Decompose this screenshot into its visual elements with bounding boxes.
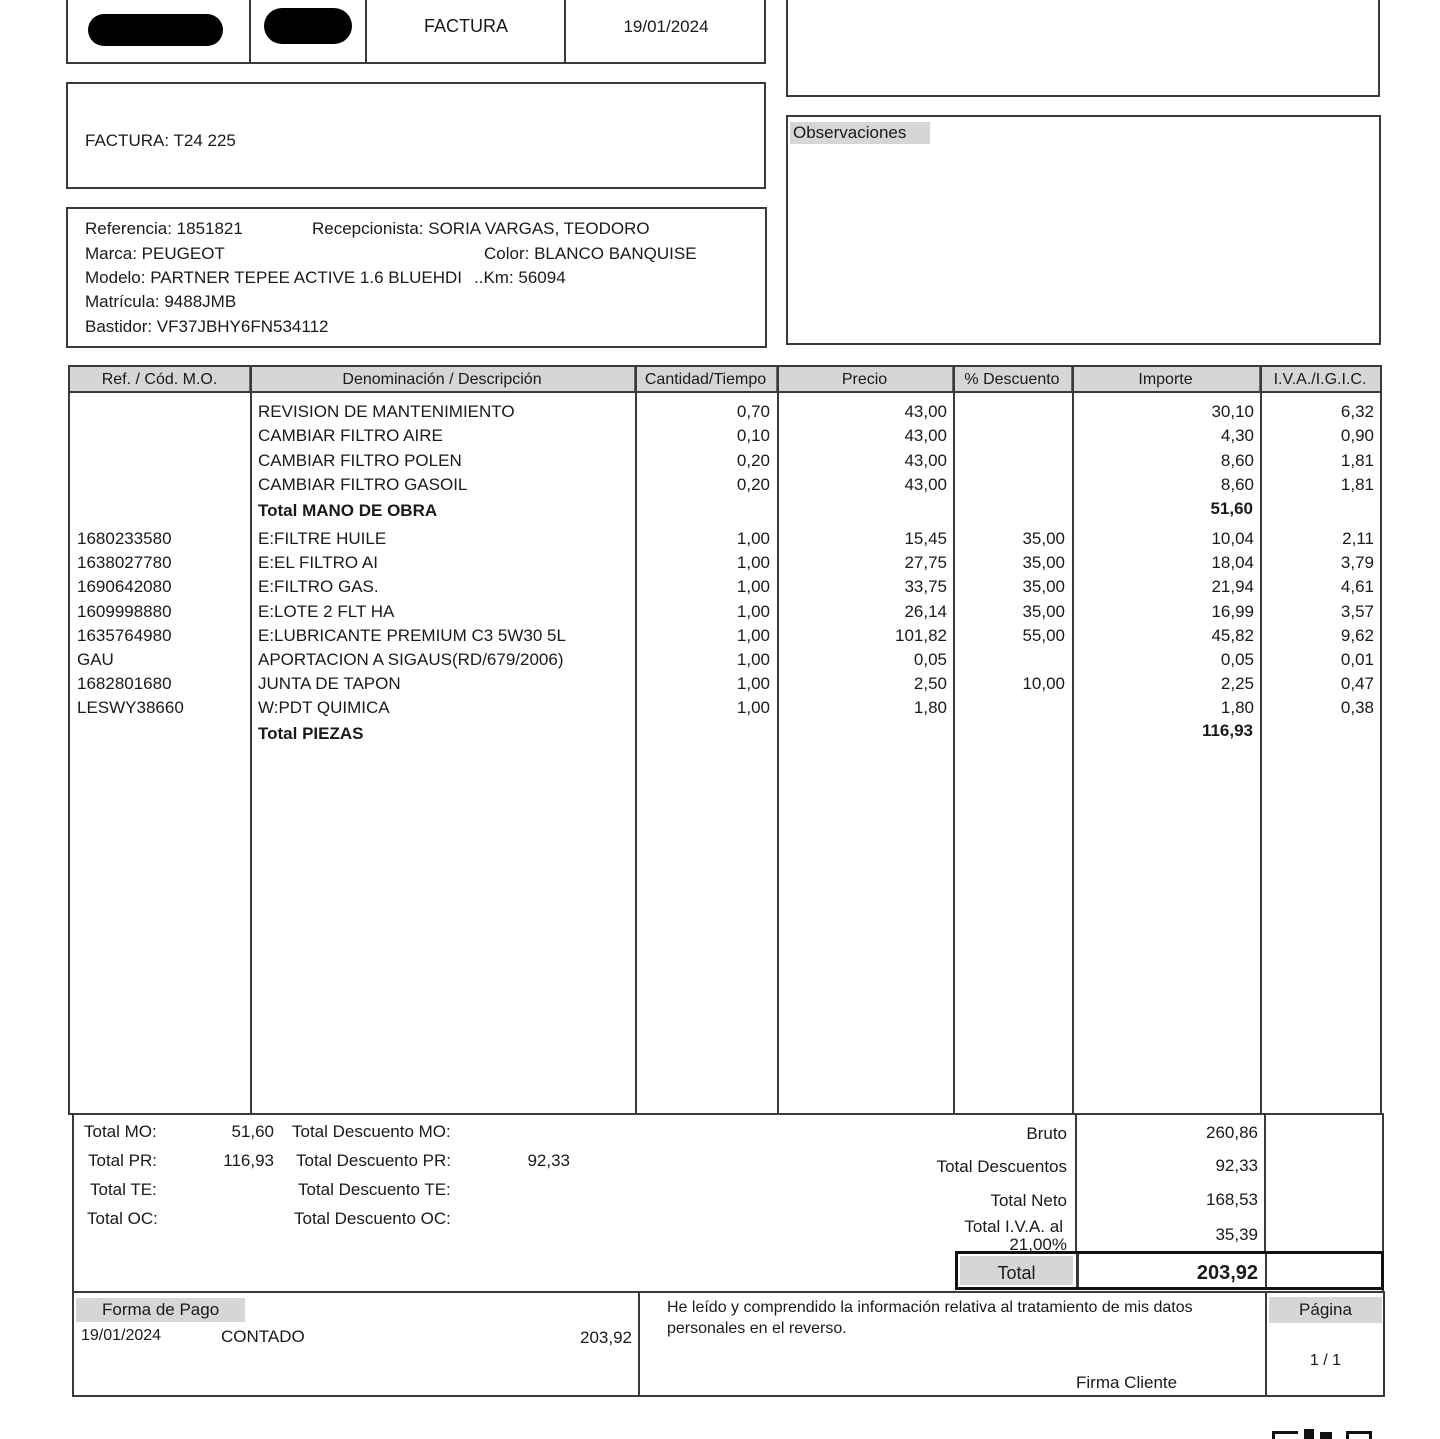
cell-ref: 1635764980	[77, 625, 172, 645]
table-row	[0, 451, 1440, 475]
total-neto-label: Total Neto	[990, 1191, 1067, 1210]
cell-qty: 1,00	[736, 650, 770, 669]
invoice-number: FACTURA: T24 225	[85, 131, 236, 150]
col-header-disc: % Descuento	[953, 367, 1072, 391]
cell-vat: 6,32	[1340, 402, 1374, 421]
cell-ref: GAU	[77, 650, 114, 669]
cell-price: 15,45	[904, 529, 947, 548]
cell-ref: 1609998880	[77, 601, 172, 621]
cell-price: 33,75	[904, 577, 947, 597]
total-te-label: Total TE:	[90, 1180, 157, 1199]
total-iva-label-1: Total I.V.A. al	[964, 1217, 1063, 1236]
total-descuentos-label: Total Descuentos	[936, 1157, 1067, 1176]
cell-desc: E:LUBRICANTE PREMIUM C3 5W30 5L	[258, 625, 566, 645]
table-row	[0, 674, 1440, 698]
cell-desc: CAMBIAR FILTRO AIRE	[258, 426, 443, 446]
vehicle-modelo: Modelo: PARTNER TEPEE ACTIVE 1.6 BLUEHDI	[85, 268, 462, 287]
parts-total-amount: 116,93	[1201, 721, 1253, 740]
bruto-value: 260,86	[1206, 1123, 1258, 1142]
cell-vat: 1,81	[1340, 450, 1374, 470]
col-header-desc: Denominación / Descripción	[250, 367, 635, 391]
redacted-field	[264, 8, 352, 44]
cell-price: 43,00	[904, 474, 947, 494]
total-desc-oc-label: Total Descuento OC:	[294, 1209, 451, 1228]
cell-vat: 9,62	[1340, 625, 1374, 645]
cell-vat: 1,81	[1340, 474, 1374, 494]
cell-desc: E:LOTE 2 FLT HA	[258, 601, 395, 621]
payment-method: CONTADO	[221, 1327, 305, 1346]
cell-disc: 35,00	[1022, 529, 1065, 548]
observations-label: Observaciones	[790, 122, 930, 144]
cell-desc: JUNTA DE TAPON	[258, 674, 401, 694]
cell-vat: 0,90	[1340, 426, 1374, 446]
cell-amount: 0,05	[1220, 650, 1254, 669]
table-row	[0, 475, 1440, 499]
cell-qty: 1,00	[736, 601, 770, 621]
cell-vat: 3,79	[1340, 553, 1374, 573]
table-row	[0, 698, 1440, 722]
cell-qty: 1,00	[736, 529, 770, 548]
payment-amount: 203,92	[580, 1328, 632, 1347]
col-header-qty: Cantidad/Tiempo	[635, 367, 777, 391]
cell-amount: 8,60	[1220, 450, 1254, 470]
cell-vat: 0,01	[1340, 650, 1374, 669]
cell-qty: 0,70	[736, 402, 770, 421]
total-descuentos-value: 92,33	[1215, 1156, 1258, 1175]
col-header-amount: Importe	[1072, 367, 1260, 391]
vehicle-matricula: Matrícula: 9488JMB	[85, 292, 237, 311]
cell-desc: E:EL FILTRO AI	[258, 553, 378, 573]
cell-ref: 1638027780	[77, 553, 172, 573]
cell-price: 27,75	[904, 553, 947, 573]
cell-disc: 35,00	[1022, 553, 1065, 573]
cell-amount: 8,60	[1220, 474, 1254, 494]
cell-vat: 2,11	[1342, 529, 1374, 548]
cell-ref: 1690642080	[77, 577, 172, 597]
cell-desc: APORTACION A SIGAUS(RD/679/2006)	[258, 650, 564, 669]
cell-amount: 1,80	[1220, 698, 1254, 718]
cell-vat: 4,61	[1340, 577, 1374, 597]
cell-qty: 1,00	[736, 577, 770, 597]
col-header-ref: Ref. / Cód. M.O.	[70, 367, 250, 391]
total-desc-te-label: Total Descuento TE:	[298, 1180, 451, 1199]
cell-vat: 3,57	[1340, 601, 1374, 621]
total-pr-label: Total PR:	[88, 1151, 157, 1170]
header-date: 19/01/2024	[623, 17, 709, 36]
labor-total-label: Total MANO DE OBRA	[258, 501, 438, 520]
signature-label: Firma Cliente	[1076, 1373, 1178, 1392]
cell-price: 101,82	[895, 625, 947, 645]
table-row	[0, 626, 1440, 650]
total-desc-pr-label: Total Descuento PR:	[296, 1151, 451, 1170]
cell-desc: E:FILTRO GAS.	[258, 577, 379, 597]
qr-code-icon	[1272, 1429, 1376, 1439]
cell-disc: 55,00	[1022, 625, 1065, 645]
cell-ref: LESWY38660	[77, 698, 184, 718]
redacted-field	[88, 14, 223, 46]
cell-desc: CAMBIAR FILTRO POLEN	[258, 450, 462, 470]
table-row	[0, 650, 1440, 674]
cell-qty: 0,20	[736, 450, 770, 470]
total-desc-mo-label: Total Descuento MO:	[292, 1122, 451, 1141]
table-row	[0, 553, 1440, 577]
cell-ref: 1682801680	[77, 674, 172, 694]
total-neto-value: 168,53	[1206, 1190, 1258, 1209]
parts-total-label: Total PIEZAS	[258, 724, 364, 743]
table-row	[0, 426, 1440, 450]
privacy-line-1: He leído y comprendido la información relativa al tratamiento de mis datos	[667, 1299, 1193, 1316]
payment-label: Forma de Pago	[76, 1298, 245, 1322]
cell-qty: 1,00	[736, 698, 770, 718]
cell-disc: 35,00	[1022, 577, 1065, 597]
vehicle-marca: Marca: PEUGEOT	[85, 244, 225, 263]
cell-price: 43,00	[904, 450, 947, 470]
cell-desc: E:FILTRE HUILE	[258, 529, 387, 548]
cell-amount: 4,30	[1220, 426, 1254, 446]
cell-amount: 21,94	[1211, 577, 1254, 597]
cell-qty: 1,00	[736, 625, 770, 645]
table-row	[0, 602, 1440, 626]
vehicle-referencia: Referencia: 1851821	[85, 219, 243, 238]
grand-total-label: Total	[960, 1256, 1073, 1285]
cell-qty: 0,20	[736, 474, 770, 494]
bruto-label: Bruto	[1026, 1124, 1067, 1143]
table-row	[0, 402, 1440, 426]
cell-vat: 0,47	[1340, 674, 1374, 694]
cell-desc: REVISION DE MANTENIMIENTO	[258, 402, 515, 421]
grand-total-value: 203,92	[1196, 1262, 1258, 1284]
total-iva-label-2: 21,00%	[1009, 1235, 1067, 1254]
privacy-line-2: personales en el reverso.	[667, 1320, 847, 1337]
total-mo-value: 51,60	[231, 1122, 274, 1141]
cell-qty: 0,10	[736, 426, 770, 446]
col-header-vat: I.V.A./I.G.I.C.	[1260, 367, 1380, 391]
cell-price: 43,00	[904, 426, 947, 446]
cell-amount: 45,82	[1211, 625, 1254, 645]
table-row	[0, 577, 1440, 601]
page-number: 1 / 1	[1309, 1352, 1342, 1369]
cell-desc: W:PDT QUIMICA	[258, 698, 390, 718]
total-mo-label: Total MO:	[84, 1122, 157, 1141]
cell-price: 1,80	[913, 698, 947, 718]
cell-ref: 1680233580	[77, 529, 172, 548]
cell-disc: 35,00	[1022, 601, 1065, 621]
cell-vat: 0,38	[1340, 698, 1374, 718]
total-oc-label: Total OC:	[87, 1209, 158, 1228]
cell-price: 2,50	[913, 674, 947, 694]
cell-amount: 30,10	[1211, 402, 1254, 421]
cell-qty: 1,00	[736, 674, 770, 694]
vehicle-bastidor: Bastidor: VF37JBHY6FN534112	[85, 317, 329, 336]
table-row	[0, 529, 1440, 553]
vehicle-km: ..Km: 56094	[474, 268, 566, 287]
cell-disc: 10,00	[1022, 674, 1065, 694]
vehicle-color: Color: BLANCO BANQUISE	[484, 244, 697, 263]
observations-box	[786, 115, 1381, 345]
cell-amount: 18,04	[1211, 553, 1254, 573]
total-pr-value: 116,93	[223, 1151, 274, 1170]
total-iva-value: 35,39	[1215, 1225, 1258, 1244]
cell-price: 26,14	[904, 601, 947, 621]
total-desc-pr-value: 92,33	[527, 1151, 570, 1170]
page-label: Página	[1269, 1297, 1382, 1323]
cell-desc: CAMBIAR FILTRO GASOIL	[258, 474, 468, 494]
cell-amount: 2,25	[1220, 674, 1254, 694]
cell-amount: 10,04	[1211, 529, 1254, 548]
cell-amount: 16,99	[1211, 601, 1254, 621]
payment-date: 19/01/2024	[81, 1327, 162, 1344]
cell-price: 43,00	[904, 402, 947, 421]
labor-total-amount: 51,60	[1210, 499, 1253, 518]
top-right-box	[786, 0, 1380, 97]
col-header-price: Precio	[777, 367, 953, 391]
cell-price: 0,05	[913, 650, 947, 669]
doc-type: FACTURA	[423, 16, 508, 36]
vehicle-recepcionista: Recepcionista: SORIA VARGAS, TEODORO	[312, 219, 650, 238]
cell-qty: 1,00	[736, 553, 770, 573]
